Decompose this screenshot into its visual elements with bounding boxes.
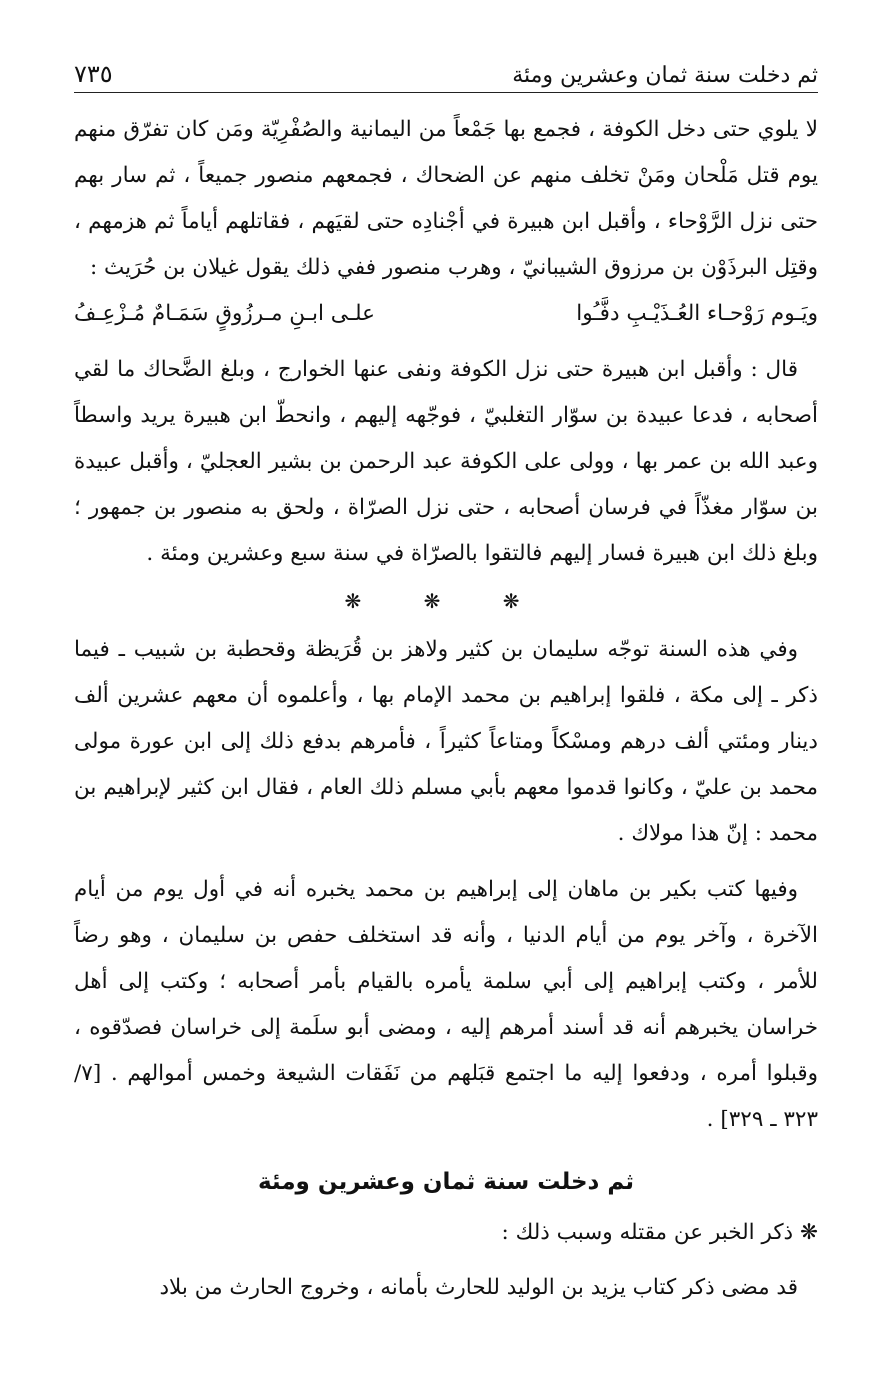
verse-hemistich-left: علـى ابـنِ مـرزُوقٍ سَمَـامٌ مُـزْعِـفُ [74,301,375,326]
paragraph-1: لا يلوي حتى دخل الكوفة ، فجمع بها جَمْعاً من اليمانية والصُفْرِيّة ومَن كان تفرّق منهم يوم قتل مَلْحان ومَنْ تخلف منهم عن الضحاك ، فجمعهم منصور جميعاً ، ثم سار بهم حتى نزل الرَّوْحاء ، وأقبل ابن هبيرة في أجْنادِه حتى لقيَهم ، فقاتلهم أياماً ثم هزمهم ، وقتِل البرذَوْن بن مرزوق الشيبانيّ ، وهرب منصور ففي ذلك يقول غيلان بن حُرَيث : [74,117,818,280]
paragraph-5: قد مضى ذكر كتاب يزيد بن الوليد للحارث بأمانه ، وخروج الحارث من بلاد [159,1275,798,1300]
paragraph-3: وفي هذه السنة توجّه سليمان بن كثير ولاهز بن قُرَيظة وقحطبة بن شبيب ـ فيما ذكر ـ إلى مكة ، فلقوا إبراهيم بن محمد الإمام بها ، وأعلموه أن معهم عشرين ألف دينار ومئتي ألف درهم ومسْكاً ومتاعاً كثيراً ، فأمرهم بدفع ذلك إلى ابن عورة مولى محمد بن عليّ ، وكانوا قدموا معهم بأبي مسلم ذلك العام ، فقال ابن كثير لإبراهيم بن محمد : إنّ هذا مولاك . [74,637,818,846]
section-separator: ❋ ❋ ❋ [344,589,548,613]
poem-verse [74,291,818,337]
book-page [74,52,818,1311]
sub-heading: ❋ ذكر الخبر عن مقتله وسبب ذلك : [501,1220,818,1245]
page-number: ٧٣٥ [74,60,113,88]
paragraph-2: قال : وأقبل ابن هبيرة حتى نزل الكوفة ونفى عنها الخوارج ، وبلغ الضَّحاك ما لقي أصحابه ، فدعا عبيدة بن سوّار التغلبيّ ، فوجّهه إليهم ، وانحطّ ابن هبيرة يريد واسطاً وعبد الله بن عمر بها ، وولى على الكوفة عبد الرحمن بن بشير العجليّ ، وأقبل عبيدة بن سوّار مغذّاً في فرسان أصحابه ، حتى نزل الصرّاة ، ولحق به منصور بن جمهور ؛ وبلغ ذلك ابن هبيرة فسار إليهم فالتقوا بالصرّاة في سنة سبع وعشرين ومئة . [74,357,818,566]
page-body [74,107,818,1311]
verse-hemistich-right: ويَـوم رَوْحـاء العُـذَيْـبِ دفَّـُوا [576,301,818,326]
running-title: ثم دخلت سنة ثمان وعشرين ومئة [512,63,818,88]
section-heading: ثم دخلت سنة ثمان وعشرين ومئة [257,1169,635,1195]
page-header [74,52,818,93]
paragraph-4: وفيها كتب بكير بن ماهان إلى إبراهيم بن محمد يخبره أنه في أول يوم من أيام الآخرة ، وآخر يوم من أيام الدنيا ، وأنه قد استخلف حفص بن سليمان ، وهو رضاً للأمر ، وكتب إبراهيم إلى أبي سلمة يأمره بالقيام بأمر أصحابه ؛ وكتب إلى أهل خراسان يخبرهم أنه قد أسند أمرهم إليه ، ومضى أبو سلَمة إلى خراسان فصدّقوه ، وقبلوا أمره ، ودفعوا إليه ما اجتمع قبَلهم من نَفَقات الشيعة وخمس أموالهم . [٧/ ٣٢٣ ـ ٣٢٩] . [74,877,818,1132]
